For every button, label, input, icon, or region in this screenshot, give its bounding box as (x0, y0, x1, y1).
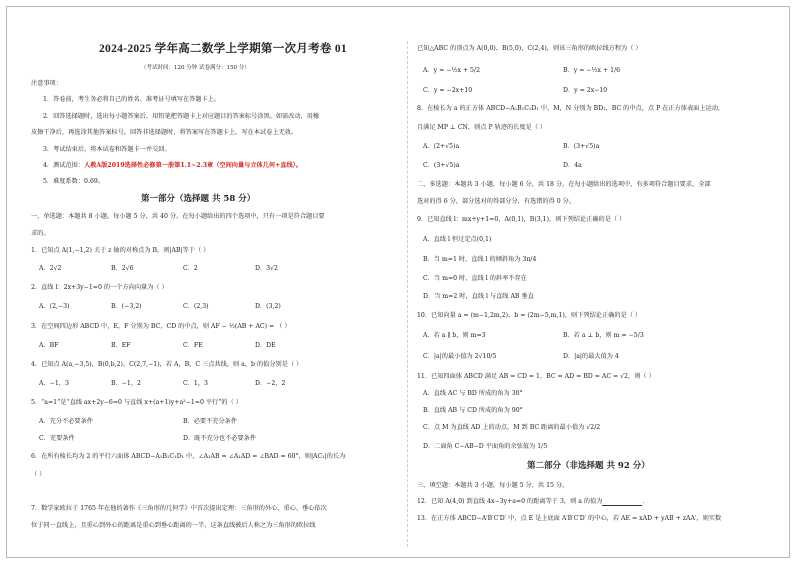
exam-title: 2024-2025 学年高二数学上学期第一次月考卷 01 (99, 43, 347, 55)
q12-answer-blank (602, 499, 642, 506)
q10-option-b: B．若 a ⊥ b，则 m = −5/3 (563, 332, 644, 339)
question-6-stem-cont: （ ） (31, 471, 46, 478)
column-divider (407, 41, 408, 547)
q11-option-b: B．直线 AB 与 CD 所成的角为 90° (423, 407, 523, 414)
q1-option-c: C．2 (183, 265, 198, 272)
question-10-options-row1 (423, 332, 779, 341)
q5-option-a: A．充分不必要条件 (39, 418, 93, 425)
question-7-stem-right: 已知△ABC 的顶点为 A(0,0)，B(5,0)，C(2,4)，则该三角形的欧拉线方程为（ ） (417, 45, 642, 52)
question-10-options-row2 (423, 353, 779, 362)
note-2: 2．回答选择题时，选出每小题答案后，用铅笔把答题卡上对应题目的答案标号涂黑。如需改动，用橡 (43, 113, 320, 120)
question-8-stem: 8．在棱长为 a 的正方体 ABCD−A₁B₁C₁D₁ 中，M，N 分别为 BD₁，BC 的中点，点 P 在正方体表面上运动， (417, 105, 725, 112)
question-2-options (39, 303, 399, 312)
question-1-stem: 1．已知点 A(1,−1,2) 关于 z 轴的对称点为 B，则|AB|等于（ ） (31, 247, 210, 254)
q8-option-d: D．4a (563, 162, 582, 169)
q8-option-c: C．(3+√5)a (423, 162, 460, 169)
q3-option-c: C．FE (183, 342, 203, 349)
q3-option-b: B．EF (111, 342, 131, 349)
q10-option-d: D．|a|的最大值为 4 (563, 353, 619, 360)
q4-option-c: C．1，3 (183, 380, 208, 387)
question-4-options (39, 380, 399, 389)
q10-option-c: C．|a|的最小值为 2√10/5 (423, 353, 497, 360)
question-5-options-row1 (39, 418, 399, 427)
part1-heading: 第一部分（选择题 共 58 分） (141, 194, 256, 204)
question-3-stem: 3．在空间四边形 ABCD 中，E，F 分别为 BC，CD 的中点，则 AF − ½(AB + AC) = （ ） (31, 323, 291, 330)
question-7-options-row1 (423, 67, 779, 76)
q3-option-a: A．BF (39, 342, 59, 349)
note-1: 1．答卷前，考生务必将自己的姓名、准考证号填写在答题卡上。 (43, 96, 221, 103)
exam-page (6, 6, 790, 558)
note-4-prefix: 4．测试范围： (43, 162, 85, 169)
q2-option-c: C．(2,3) (183, 303, 209, 310)
q9-option-b: B．当 m=1 时，直线 l 的倾斜角为 3π/4 (423, 256, 537, 263)
part2-heading: 第二部分（非选择题 共 92 分） (527, 461, 650, 471)
note-4-range: 人教A版2019选择性必修第一册第1.1~2.3章（空间向量与立体几何+直线）。 (84, 162, 302, 169)
q1-option-d: D．3√2 (255, 265, 278, 272)
q9-option-c: C．当 m=0 时，直线 l 的斜率不存在 (423, 275, 527, 282)
exam-subtitle: （考试时间：120 分钟 试卷满分：150 分） (141, 65, 250, 71)
q7-option-c: C．y = −2x+10 (423, 87, 473, 94)
question-12: 12．已知 A(4,0) 到直线 4x−3y+a=0 的距离等于 3，则 a 的值为 ． (417, 498, 649, 505)
multi-choice-instructions-cont: 选对的得 6 分，部分选对的得部分分，有选错的得 0 分。 (417, 198, 576, 205)
q9-option-d: D．当 m=2 时，直线 l 与直线 AB 垂直 (423, 293, 534, 300)
multi-choice-instructions: 二、多选题：本题共 3 小题，每小题 6 分，共 18 分。在每小题给出的选项中，有多项符合题目要求，全部 (417, 181, 711, 188)
question-8-stem-cont: 且满足 MP ⊥ CN，则点 P 轨迹的长度是（ ） (417, 124, 547, 131)
note-3: 3．考试结束后，将本试卷和答题卡一并交回。 (43, 146, 171, 153)
question-7-options-row2 (423, 87, 779, 96)
q7-option-a: A．y = −½x + 5/2 (423, 67, 481, 74)
q8-option-a: A．(2+√5)a (423, 143, 460, 150)
q3-option-d: D．DE (255, 342, 276, 349)
q2-option-b: B．(−3,2) (111, 303, 142, 310)
question-3-options (39, 342, 399, 351)
q2-option-a: A．(2,−3) (39, 303, 70, 310)
q5-option-b: B．必要不充分条件 (183, 418, 238, 425)
question-7-stem-cont: 位于同一直线上，且重心到外心的距离是重心到垂心距离的一半，这条直线被后人称之为三角形的欧拉线 (31, 522, 316, 529)
left-column (31, 7, 399, 557)
q11-option-a: A．直线 AC 与 BD 所成的角为 30° (423, 390, 523, 397)
q2-option-d: D．(3,2) (255, 303, 281, 310)
question-1-options (39, 265, 399, 274)
q5-option-c: C．充要条件 (39, 435, 75, 442)
note-2-cont: 皮擦干净后，再选涂其他答案标号。回答非选择题时，将答案写在答题卡上。写在本试卷上无效。 (31, 129, 298, 136)
question-10-stem: 10．已知向量 a = (m−1,2m,2)，b = (2m−5,m,1)，则下列结论正确的是（ ） (417, 312, 642, 319)
q4-option-b: B．−1，2 (111, 380, 141, 387)
fill-blank-instructions: 三、填空题：本题共 3 小题，每小题 5 分，共 15 分。 (417, 482, 569, 489)
question-7-stem: 7．数学家欧拉于 1765 年在他的著作《三角形的几何学》中首次提出定理：三角形的外心、重心、垂心依次 (31, 505, 327, 512)
single-choice-instructions: 一、单选题：本题共 8 小题，每小题 5 分，共 40 分。在每小题给出的四个选项中，只有一项是符合题目要 (31, 213, 325, 220)
q11-option-c: C．点 M 为直线 AD 上的动点，M 到 BC 距离的最小值为 √2/2 (423, 424, 601, 431)
q9-option-a: A．直线 l 恒过定点(0,1) (423, 236, 492, 243)
q11-option-d: D．二面角 C−AB−D 平面角的余弦值为 1/5 (423, 443, 548, 450)
question-2-stem: 2．直线 l：2x+3y−1=0 的一个方向向量为（ ） (31, 284, 168, 291)
q7-option-b: B．y = −½x + 1/6 (563, 67, 621, 74)
question-6-stem: 6．在所有棱长均为 2 的平行六面体 ABCD−A₁B₁C₁D₁ 中，∠A₁AB = ∠A₁AD = ∠BAD = 60°，则|AC₁|的长为 (31, 453, 346, 460)
question-8-options-row1 (423, 143, 779, 152)
notes-label: 注意事项： (31, 80, 62, 87)
q4-option-d: D．−2，2 (255, 380, 286, 387)
question-5-stem: 5．“a=1”是“直线 ax+2y−6=0 与直线 x+(a+1)y+a²−1=0 平行”的（ ） (31, 399, 242, 406)
q4-option-a: A．−1，3 (39, 380, 69, 387)
note-4 (43, 162, 302, 170)
q7-option-d: D．y = 2x−10 (563, 87, 608, 94)
question-4-stem: 4．已知点 A(a,−3,5)，B(0,b,2)，C(2,7,−1)，若 A，B，C 三点共线，则 a，b 的值分别是（ ） (31, 361, 303, 368)
question-12-stem: 12．已知 A(4,0) 到直线 4x−3y+a=0 的距离等于 3，则 a 的值为 (417, 498, 603, 505)
question-9-stem: 9．已知直线 l：mx+y+1=0，A(0,1)，B(3,1)，则下列结论正确的是（ ） (417, 216, 626, 223)
question-8-options-row2 (423, 162, 779, 171)
question-13-stem: 13．在正方体 ABCD−A′B′C′D′ 中，点 E 是上底面 A′B′C′D′ 的中心，若 AE = xAD + yAB + zAA′，则实数 (417, 515, 722, 522)
question-5-options-row2 (39, 435, 399, 444)
q10-option-a: A．若 a ∥ b，则 m=3 (423, 332, 486, 339)
q5-option-d: D．既不充分也不必要条件 (183, 435, 257, 442)
q8-option-b: B．(3+√5)a (563, 143, 600, 150)
single-choice-instructions-cont: 求的。 (31, 230, 50, 237)
q1-option-a: A．2√2 (39, 265, 62, 272)
q1-option-b: B．2√6 (111, 265, 134, 272)
right-column (417, 7, 779, 557)
note-5: 5．难度系数：0.69。 (43, 178, 105, 185)
question-11-stem: 11．已知四面体 ABCD 满足 AB = CD = 1，BC = AD = BD = AC = √2，则（ ） (417, 373, 655, 380)
